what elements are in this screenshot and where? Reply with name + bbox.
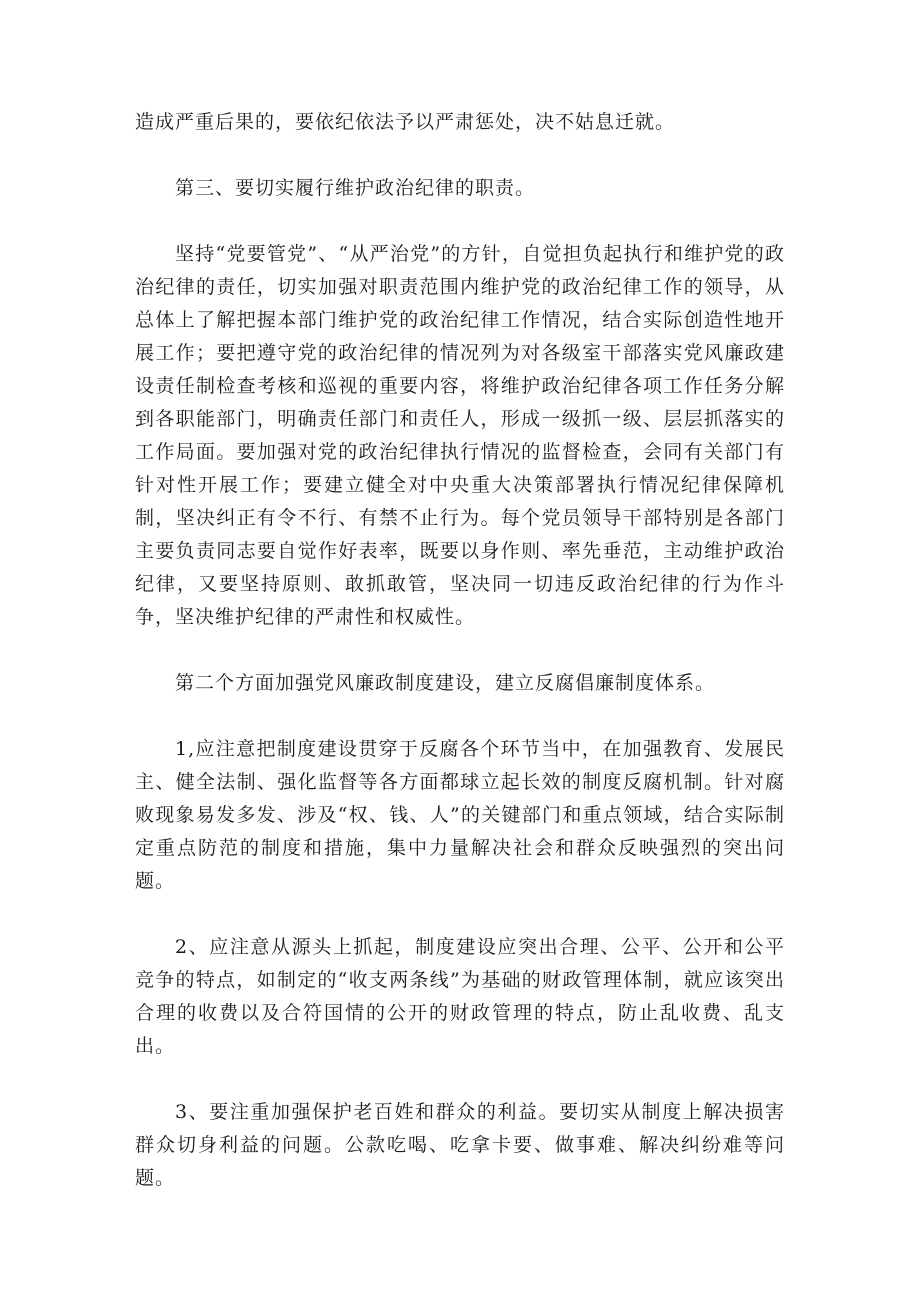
- paragraph-item-1: 1,应注意把制度建设贯穿于反腐各个环节当中，在加强教育、发展民主、健全法制、强化监督等各方面都球立起长效的制度反腐机制。针对腐败现象易发多发、涉及“权、钱、人”的关键部门和重点领域，结合实际制定重点防范的制度和措施，集中力量解决社会和群众反映强烈的突出问题。: [135, 738, 785, 892]
- paragraph-political-discipline: 坚持“党要管党”、“从严治党”的方针，自觉担负起执行和维护党的政治纪律的责任，切实加强对职责范围内维护党的政治纪律工作的领导，从总体上了解把握本部门维护党的政治纪律工作情况，结合实际创造性地开展工作；要把遵守党的政治纪律的情况列为对各级室干部落实党风廉政建设责任制检查考核和巡视的重要内容，将维护政治纪律各项工作任务分解到各职能部门，明确责任部门和责任人，形成一级抓一级、层层抓落实的工作局面。要加强对党的政治纪律执行情况的监督检查，会同有关部门有针对性开展工作；要建立健全对中央重大决策部署执行情况纪律保障机制，坚决纠正有令不行、有禁不止行为。每个党员领导干部特别是各部门主要负责同志要自觉作好表率，既要以身作则、率先垂范，主动维护政治纪律，又要坚持原则、敢抓敢管，坚决同一切违反政治纪律的行为作斗争，坚决维护纪律的严肃性和权威性。: [135, 243, 785, 628]
- paragraph-item-2: 2、应注意从源头上抓起，制度建设应突出合理、公平、公开和公平竞争的特点，如制定的“收支两条线”为基础的财政管理体制，就应该突出合理的收费以及合符国情的公开的财政管理的特点，防止乱收费、乱支出。: [135, 936, 785, 1057]
- paragraph-consequences: 造成严重后果的，要依纪依法予以严肃惩处，决不姑息迁就。: [135, 111, 676, 133]
- paragraph-item-3: 3、要注重加强保护老百姓和群众的利益。要切实从制度上解决损害群众切身利益的问题。公款吃喝、吃拿卡要、做事难、解决纠纷难等问题。: [135, 1101, 785, 1189]
- paragraph-second-aspect-heading: 第二个方面加强党风廉政制度建设，建立反腐倡廉制度体系。: [175, 672, 716, 694]
- paragraph-third-point-heading: 第三、要切实履行维护政治纪律的职责。: [175, 177, 536, 199]
